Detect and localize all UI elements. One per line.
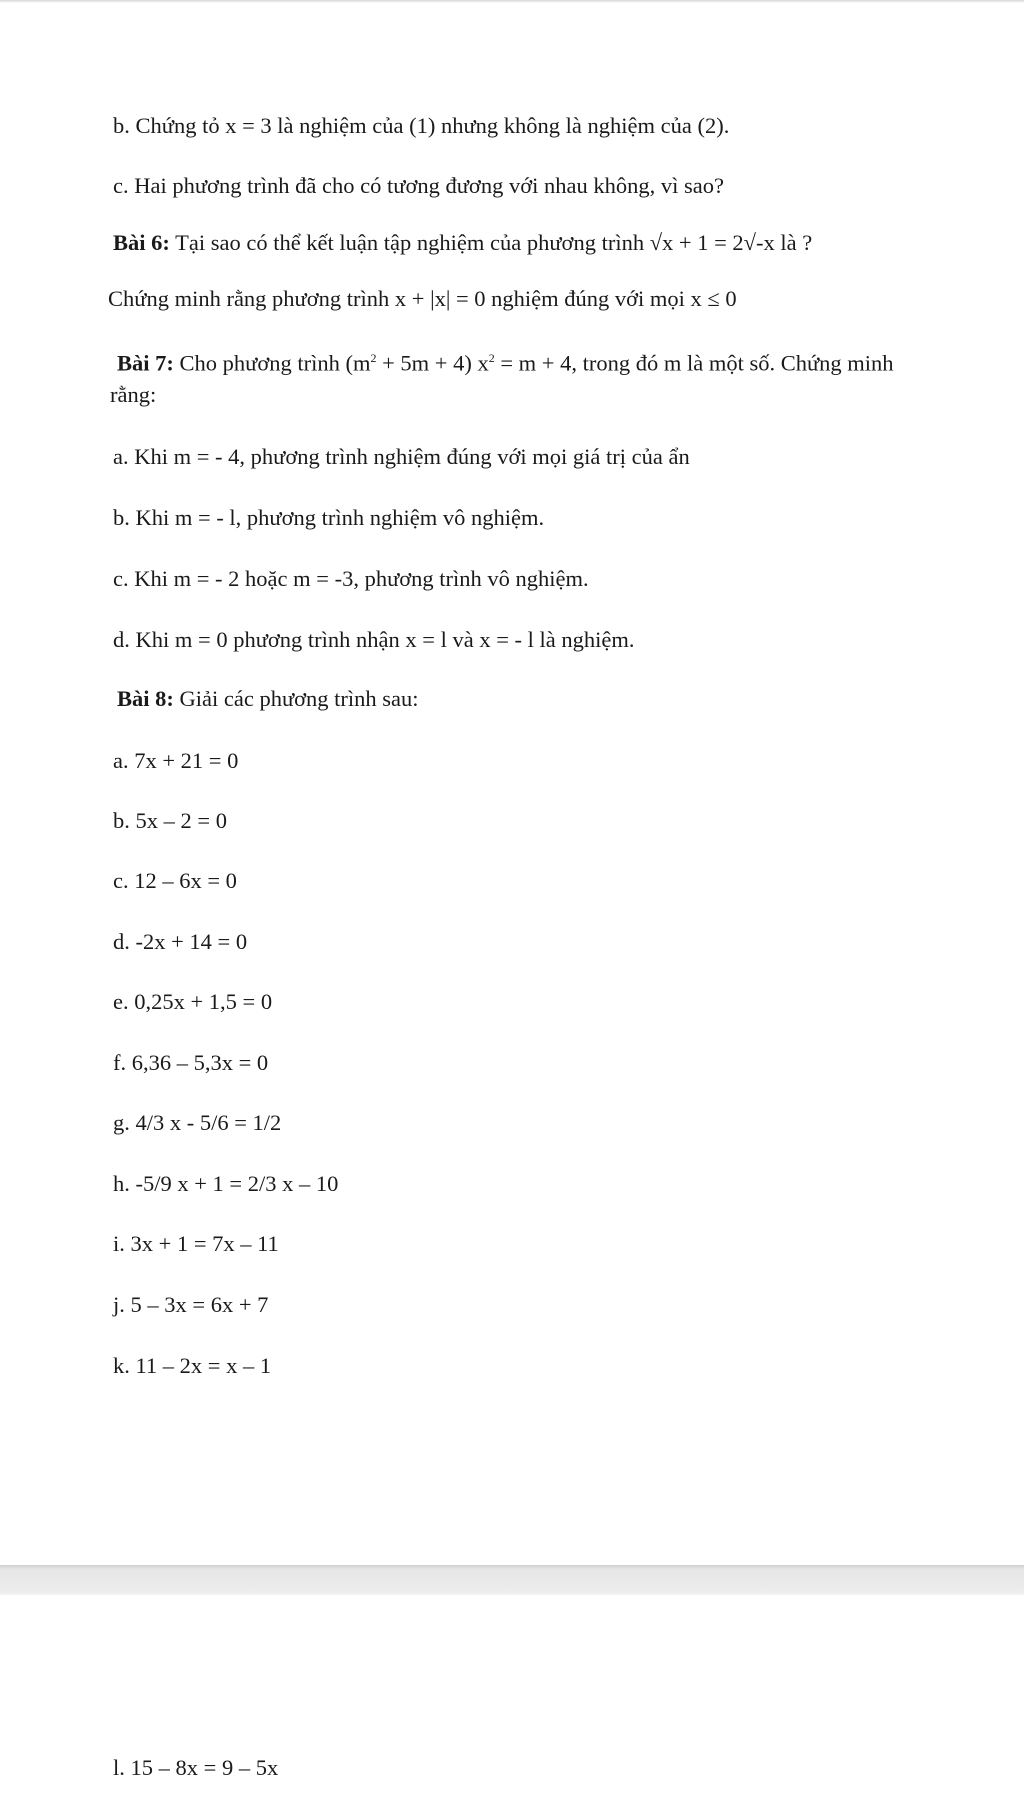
equation-e: e. 0,25x + 1,5 = 0: [113, 989, 273, 1014]
equation-h: h. -5/9 x + 1 = 2/3 x – 10: [113, 1171, 339, 1196]
exercise-7-part-d: d. Khi m = 0 phương trình nhận x = l và x = - l là nghiệm.: [113, 627, 635, 652]
text-line-b: b. Chứng tỏ x = 3 là nghiệm của (1) nhưng không là nghiệm của (2).: [113, 113, 730, 138]
text-line-c: c. Hai phương trình đã cho có tương đương với nhau không, vì sao?: [113, 173, 724, 198]
text-line-proof: Chứng minh rằng phương trình x + |x| = 0 nghiệm đúng với mọi x ≤ 0: [108, 286, 737, 311]
exercise-7-part-c: c. Khi m = - 2 hoặc m = -3, phương trình vô nghiệm.: [113, 566, 589, 591]
equation-f: f. 6,36 – 5,3x = 0: [113, 1050, 269, 1075]
exercise-7-continuation: rằng:: [110, 382, 157, 407]
exercise-6-label: Bài 6:: [113, 230, 170, 255]
exercise-8-label: Bài 8:: [117, 686, 174, 711]
exercise-7-sup-1: 2: [370, 351, 377, 365]
exercise-8-text: Giải các phương trình sau:: [179, 686, 419, 711]
equation-i: i. 3x + 1 = 7x – 11: [113, 1231, 279, 1256]
equation-l: l. 15 – 8x = 9 – 5x: [113, 1755, 279, 1780]
equation-a: a. 7x + 21 = 0: [113, 748, 239, 773]
equation-g: g. 4/3 x - 5/6 = 1/2: [113, 1110, 282, 1135]
exercise-7-text-end: = m + 4, trong đó m là một số. Chứng minh: [494, 350, 894, 376]
exercise-6-text: Tại sao có thể kết luận tập nghiệm của phương trình √x + 1 = 2√-x là ?: [175, 230, 813, 255]
exercise-7-part-b: b. Khi m = - l, phương trình nghiệm vô nghiệm.: [113, 505, 545, 530]
exercise-7-sup-2: 2: [488, 351, 495, 365]
exercise-8: [117, 686, 419, 712]
document-page-2: [0, 1595, 1024, 1820]
exercise-7: [117, 345, 894, 377]
equation-c: c. 12 – 6x = 0: [113, 868, 237, 893]
exercise-7-label: Bài 7:: [117, 350, 174, 376]
equation-j: j. 5 – 3x = 6x + 7: [113, 1292, 269, 1317]
exercise-7-text-start: Cho phương trình (m: [179, 350, 371, 376]
exercise-7-part-a: a. Khi m = - 4, phương trình nghiệm đúng với mọi giá trị của ẩn: [113, 444, 690, 469]
exercise-6: [113, 230, 812, 256]
equation-b: b. 5x – 2 = 0: [113, 808, 227, 833]
page-separator: [0, 1565, 1024, 1595]
equation-k: k. 11 – 2x = x – 1: [113, 1353, 272, 1378]
exercise-7-text-mid: + 5m + 4) x: [376, 350, 489, 376]
equation-d: d. -2x + 14 = 0: [113, 929, 248, 954]
